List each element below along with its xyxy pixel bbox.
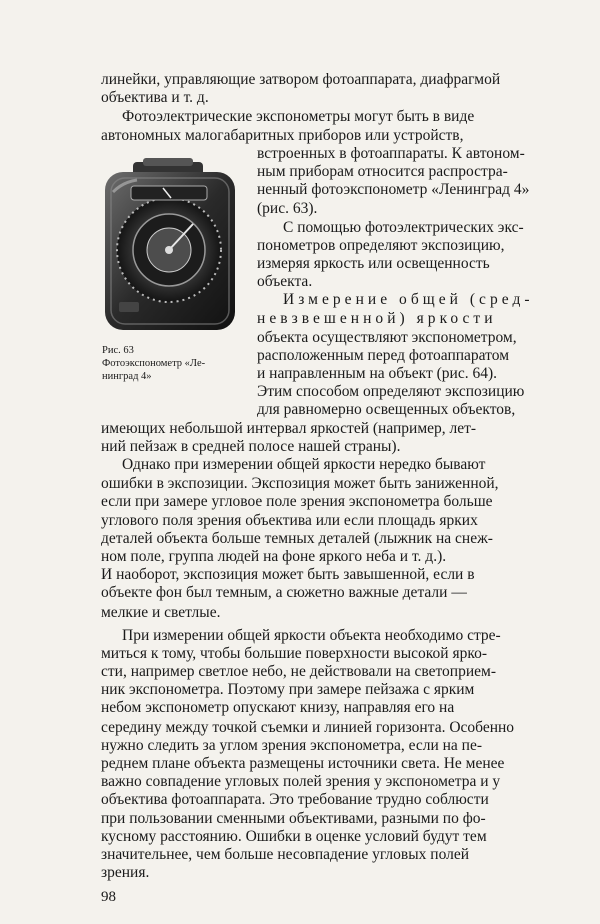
text-line: объекта осуществляют экспонометром, (257, 328, 517, 346)
text-line: невзвешенной) яркости (257, 310, 497, 328)
text-line: и направленным на объект (рис. 64). (257, 365, 498, 383)
text-line: понометров определяют экспозицию, (257, 236, 505, 254)
caption-line: Рис. 63 (102, 345, 134, 356)
text-line: небом экспонометр опускают книзу, направляя его на (101, 699, 455, 717)
text-line: для равномерно освещенных объектов, (257, 401, 516, 419)
text-line: деталей объекта больше темных деталей (лыжник на снеж- (101, 529, 493, 547)
text-line: Однако при измерении общей яркости нередко бывают (122, 456, 486, 474)
text-line: значительнее, чем больше несовпадение угловых полей (101, 845, 470, 863)
text-line: При измерении общей яркости объекта необходимо стре- (122, 626, 501, 644)
text-line: при пользовании сменными объективами, разными по фо- (101, 809, 486, 827)
text-line: Этим способом определяют экспозицию (257, 383, 525, 401)
text-line: миться к тому, чтобы большие поверхности высокой ярко- (101, 644, 487, 662)
text-line: линейки, управляющие затвором фотоаппарата, диафрагмой (101, 71, 501, 88)
text-line: измеряя яркость или освещенность (257, 254, 490, 272)
text-line: зрения. (101, 864, 150, 882)
text-line: имеющих небольшой интервал яркостей (например, лет- (101, 419, 477, 437)
text-line: Фотоэлектрические экспонометры могут быть в виде (122, 108, 475, 126)
text-line: нужно следить за углом зрения экспонометра, если на пе- (101, 736, 483, 754)
text-line: расположенным перед фотоаппаратом (257, 346, 509, 364)
text-line: кусному расстоянию. Ошибки в оценке условий будут тем (101, 827, 487, 845)
text-line: углового поля зрения объектива или если площадь ярких (101, 511, 478, 529)
text-line: мелкие и светлые. (101, 603, 221, 621)
text-line: объектива фотоаппарата. Это требование трудно соблюсти (101, 791, 489, 809)
text-line: С помощью фотоэлектрических экс- (283, 218, 524, 236)
text-line: ник экспонометра. Поэтому при замере пейзажа с ярким (101, 681, 475, 699)
text-line: ошибки в экспозиции. Экспозиция может быть заниженной, (101, 475, 499, 493)
text-line: (рис. 63). (257, 200, 318, 218)
text-line: Измерение общей (сред- (283, 291, 534, 309)
caption-line: нинград 4» (102, 371, 152, 382)
text-line: объекта. (257, 273, 313, 291)
text-line: автономных малогабаритных приборов или устройств, (101, 126, 464, 144)
text-line: сти, например светлое небо, не действовали на светоприем- (101, 662, 496, 680)
text-line: объекте фон был темным, а сюжетно важные детали — (101, 584, 467, 602)
text-line: ненный фотоэкспонометр «Ленинград 4» (257, 181, 530, 199)
text-line: ном поле, группа людей на фоне яркого неба и т. д.). (101, 548, 447, 566)
text-line: ний пейзаж в средней полосе нашей страны). (101, 437, 401, 455)
text-line: И наоборот, экспозиция может быть завышенной, если в (101, 566, 475, 584)
text-line: объектива и т. д. (101, 89, 209, 107)
page-number: 98 (101, 888, 116, 905)
text-line: реднем плане объекта размещены источники света. Не менее (101, 754, 505, 772)
text-line: ным приборам относится распростра- (257, 162, 508, 180)
text-line: середину между точкой съемки и линией горизонта. Особенно (101, 718, 515, 736)
text-line: встроенных в фотоаппараты. К автоном- (257, 144, 525, 162)
text-line: важно совпадение угловых полей зрения у экспонометра и у (101, 773, 501, 791)
text-line: если при замере угловое поле зрения экспонометра больше (101, 493, 493, 511)
caption-line: Фотоэкспонометр «Ле- (102, 358, 206, 369)
